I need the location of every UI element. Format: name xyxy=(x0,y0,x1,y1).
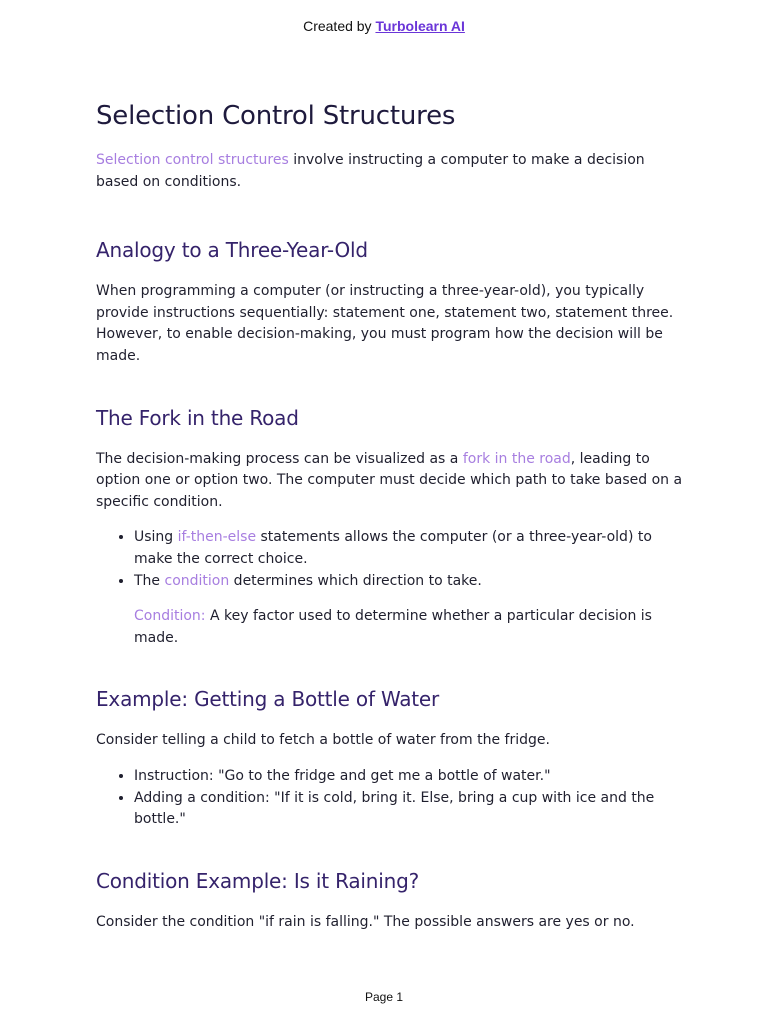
document-body xyxy=(96,98,686,933)
bullet-text: determines which direction to take. xyxy=(229,572,482,589)
bullet-text: The xyxy=(134,572,165,589)
intro-paragraph xyxy=(96,150,686,193)
page-title: Selection Control Structures xyxy=(96,101,456,131)
page-number: Page 1 xyxy=(364,990,404,1004)
fork-paragraph xyxy=(96,449,686,514)
list-item: • Instruction: "Go to the fridge and get me a bottle of water." xyxy=(134,766,686,788)
bullet-text: statements allows the computer (or a three-year-old) to make the correct choice. xyxy=(134,529,652,567)
list-item: • Adding a condition: "If it is cold, bring it. Else, bring a cup with ice and the bottle." xyxy=(134,788,686,831)
condition-highlight: condition xyxy=(164,572,230,589)
condition-definition xyxy=(134,606,686,649)
heading-raining-example: Condition Example: Is it Raining? xyxy=(96,868,419,893)
raining-paragraph: Consider the condition "if rain is falling." The possible answers are yes or no. xyxy=(96,913,635,930)
bottle-bullet-list xyxy=(96,766,686,831)
created-by-line xyxy=(0,18,768,34)
heading-analogy: Analogy to a Three-Year-Old xyxy=(96,238,368,263)
if-then-else-highlight: if-then-else xyxy=(177,529,257,546)
fork-bullet-list xyxy=(96,527,686,592)
intro-text: involve instructing a computer to make a decision based on conditions. xyxy=(96,152,645,190)
heading-bottle-example: Example: Getting a Bottle of Water xyxy=(96,687,440,712)
fork-text-after: , leading to option one or option two. The computer must decide which path to take based on a specific condition. xyxy=(96,450,683,510)
turbolearn-link[interactable]: Turbolearn AI xyxy=(375,18,465,34)
fork-text-before: The decision-making process can be visualized as a xyxy=(96,450,463,467)
intro-highlight: Selection control structures xyxy=(96,152,289,168)
credit-prefix: Created by xyxy=(303,18,376,34)
heading-fork-in-road: The Fork in the Road xyxy=(96,405,299,430)
definition-text: A key factor used to determine whether a particular decision is made. xyxy=(134,608,652,646)
list-item xyxy=(134,571,686,593)
bullet-text: Using xyxy=(134,529,178,546)
definition-term: Condition: xyxy=(134,608,206,625)
analogy-paragraph: When programming a computer (or instructing a three-year-old), you typically provide instructions sequentially: statement one, statement two, statement three. However, to enable decision-making, you must program how the decision will be made. xyxy=(96,283,674,364)
bottle-paragraph: Consider telling a child to fetch a bottle of water from the fridge. xyxy=(96,732,550,749)
fork-highlight: fork in the road xyxy=(462,450,571,467)
list-item xyxy=(134,527,686,570)
